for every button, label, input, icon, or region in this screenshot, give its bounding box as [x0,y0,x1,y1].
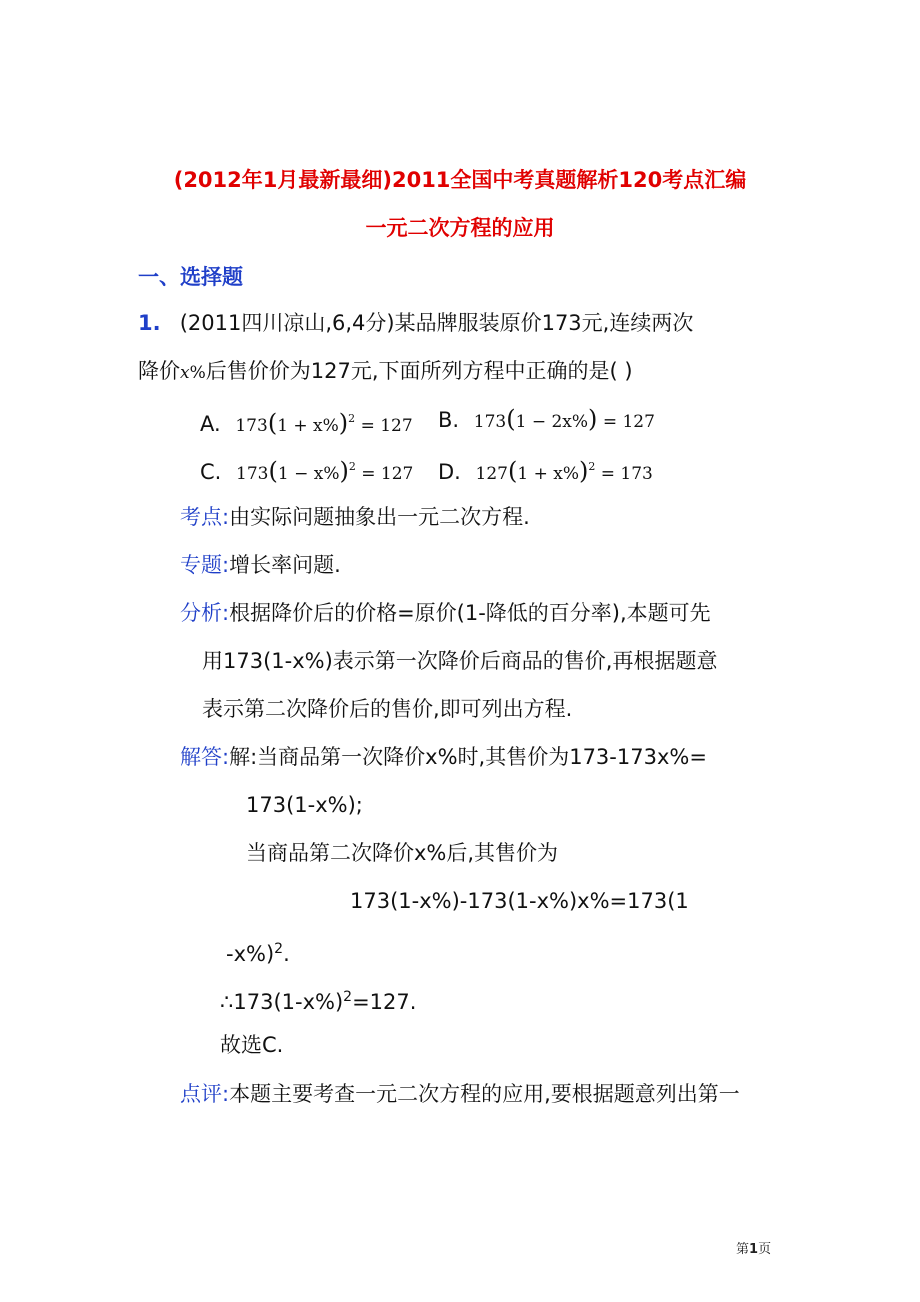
jieda-line2: 173(1-x%); [246,793,363,817]
stem-variable: x [180,363,190,383]
document-title: (2012年1月最新最细)2011全国中考真题解析120考点汇编 [173,168,747,192]
stem-text-suffix: 后售价价为127元,下面所列方程中正确的是( ) [205,359,633,383]
question-1 [138,309,693,337]
jieda-line6: $\therefore 173(1-x\%)^2=127$. [220,989,417,1014]
option-formula: $173(1 + x\%)^2 = 127$ [235,409,413,437]
fenxi-label: 分析: [180,601,230,625]
dianping-row [180,1080,740,1108]
jieda-label: 解答: [180,745,230,769]
fenxi-line1: 根据降价后的价格=原价(1-降低的百分率),本题可先 [229,601,711,625]
document-subtitle: 一元二次方程的应用 [365,216,555,240]
kaodian-text: 由实际问题抽象出一元二次方程. [229,505,530,529]
option-letter: D. [438,460,461,484]
option-formula: 173(1 − 2x%) = 127 [473,405,655,433]
option-a [200,405,413,440]
question-stem-line2 [138,357,633,387]
dianping-label: 点评: [180,1082,230,1106]
jieda-line1: 解:当商品第一次降价x%时,其售价为173-173x%= [229,745,707,769]
option-letter: B. [438,408,460,432]
page-number: 第1页 [736,1242,772,1257]
kaodian-row [180,503,530,531]
question-number: 1. [138,311,161,335]
section-heading: 一、选择题 [138,265,243,289]
jieda-line3: 当商品第二次降价x%后,其售价为 [246,841,559,865]
dianping-text: 本题主要考查一元二次方程的应用,要根据题意列出第一 [229,1082,740,1106]
stem-text: 降价 [138,359,180,383]
kaodian-label: 考点: [180,505,230,529]
option-c [200,453,413,488]
fenxi-row [180,599,711,627]
fenxi-line2: 用173(1-x%)表示第一次降价后商品的售价,再根据题意 [202,649,718,673]
option-letter: A. [200,412,221,436]
question-stem-line1: (2011四川凉山,6,4分)某品牌服装原价173元,连续两次 [179,311,694,335]
fenxi-line3: 表示第二次降价后的售价,即可列出方程. [202,697,573,721]
zhuanti-label: 专题: [180,553,230,577]
stem-percent: % [189,363,206,383]
option-formula: $127(1 + x\%)^2 = 173$ [475,457,653,485]
option-b [438,405,655,436]
option-formula: $173(1 - x\%)^2 = 127$ [236,457,414,485]
jieda-line5: -x%)$^2$. [226,941,290,966]
jieda-line4: 173(1-x%)-173(1-x%)x%=173(1 [350,889,689,913]
zhuanti-row [180,551,341,579]
jieda-row [180,743,707,771]
option-letter: C. [200,460,222,484]
zhuanti-text: 增长率问题. [229,553,341,577]
option-d [438,453,653,488]
jieda-line7: 故选C. [220,1033,284,1057]
